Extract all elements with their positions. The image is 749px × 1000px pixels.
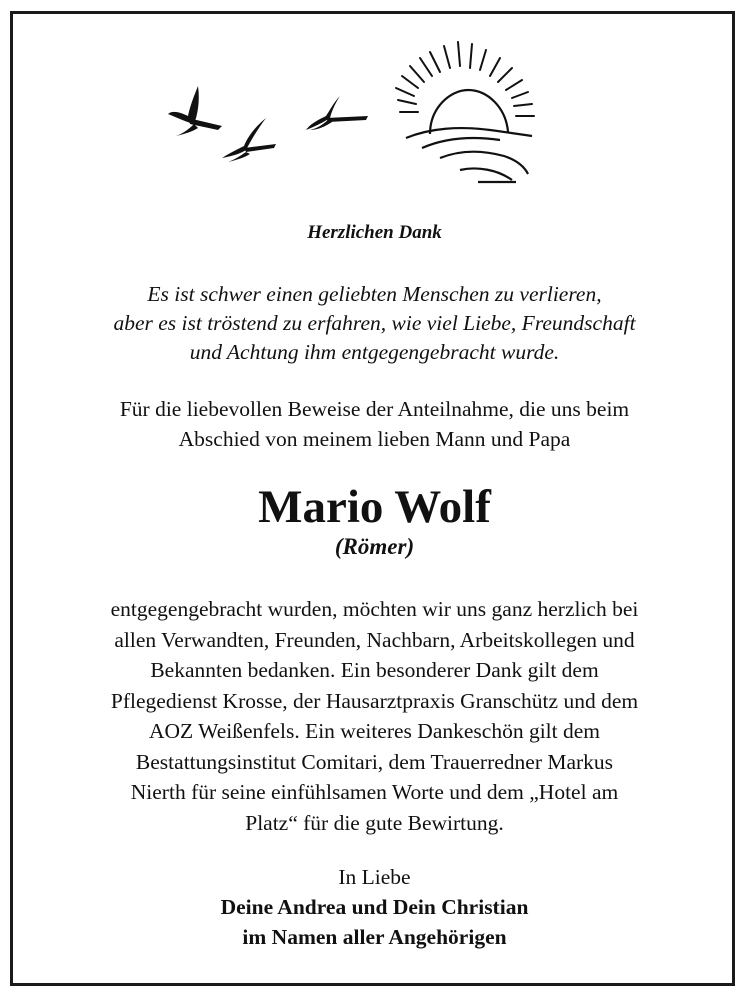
body-line: entgegengebracht wurden, möchten wir uns ganz herzlich bei: [110, 597, 639, 621]
signature-line: im Namen aller Angehörigen: [242, 925, 507, 949]
sun-over-hills-icon: [406, 90, 532, 182]
birds-and-sunrise-illustration: [160, 38, 580, 188]
intro-line: Abschied von meinem lieben Mann und Papa: [178, 427, 571, 451]
poem-quote: [0, 280, 749, 367]
signature-line: Deine Andrea und Dein Christian: [220, 895, 529, 919]
signature: [0, 892, 749, 952]
sun-rays-icon: [396, 42, 534, 116]
intro-line: Für die liebevollen Beweise der Anteilnahme, die uns beim: [119, 397, 630, 421]
body-line: Nierth für seine einfühlsamen Worte und dem „Hotel am: [130, 780, 619, 804]
deceased-nickname: (Römer): [334, 534, 415, 559]
poem-line: aber es ist tröstend zu erfahren, wie viel Liebe, Freundschaft: [113, 311, 636, 335]
body-line: Bekannten bedanken. Ein besonderer Dank gilt dem: [150, 658, 599, 682]
closing-phrase: In Liebe: [338, 865, 411, 889]
deceased-name: Mario Wolf: [258, 481, 491, 533]
body-line: Bestattungsinstitut Comitari, dem Trauerredner Markus: [135, 749, 614, 774]
intro-text: [0, 394, 749, 454]
flying-birds-icon: [168, 86, 368, 162]
thanks-body-text: [0, 594, 749, 838]
body-line: Pflegedienst Krosse, der Hausarztpraxis Granschütz und dem: [110, 688, 639, 713]
poem-line: und Achtung ihm entgegengebracht wurde.: [189, 340, 560, 364]
body-line: Platz“ für die gute Bewirtung.: [245, 810, 504, 835]
poem-line: Es ist schwer einen geliebten Menschen zu verlieren,: [147, 282, 602, 306]
heading-thanks: Herzlichen Dank: [307, 222, 442, 243]
body-line: allen Verwandten, Freunden, Nachbarn, Arbeitskollegen und: [114, 627, 635, 652]
body-line: AOZ Weißenfels. Ein weiteres Dankeschön gilt dem: [148, 719, 601, 743]
